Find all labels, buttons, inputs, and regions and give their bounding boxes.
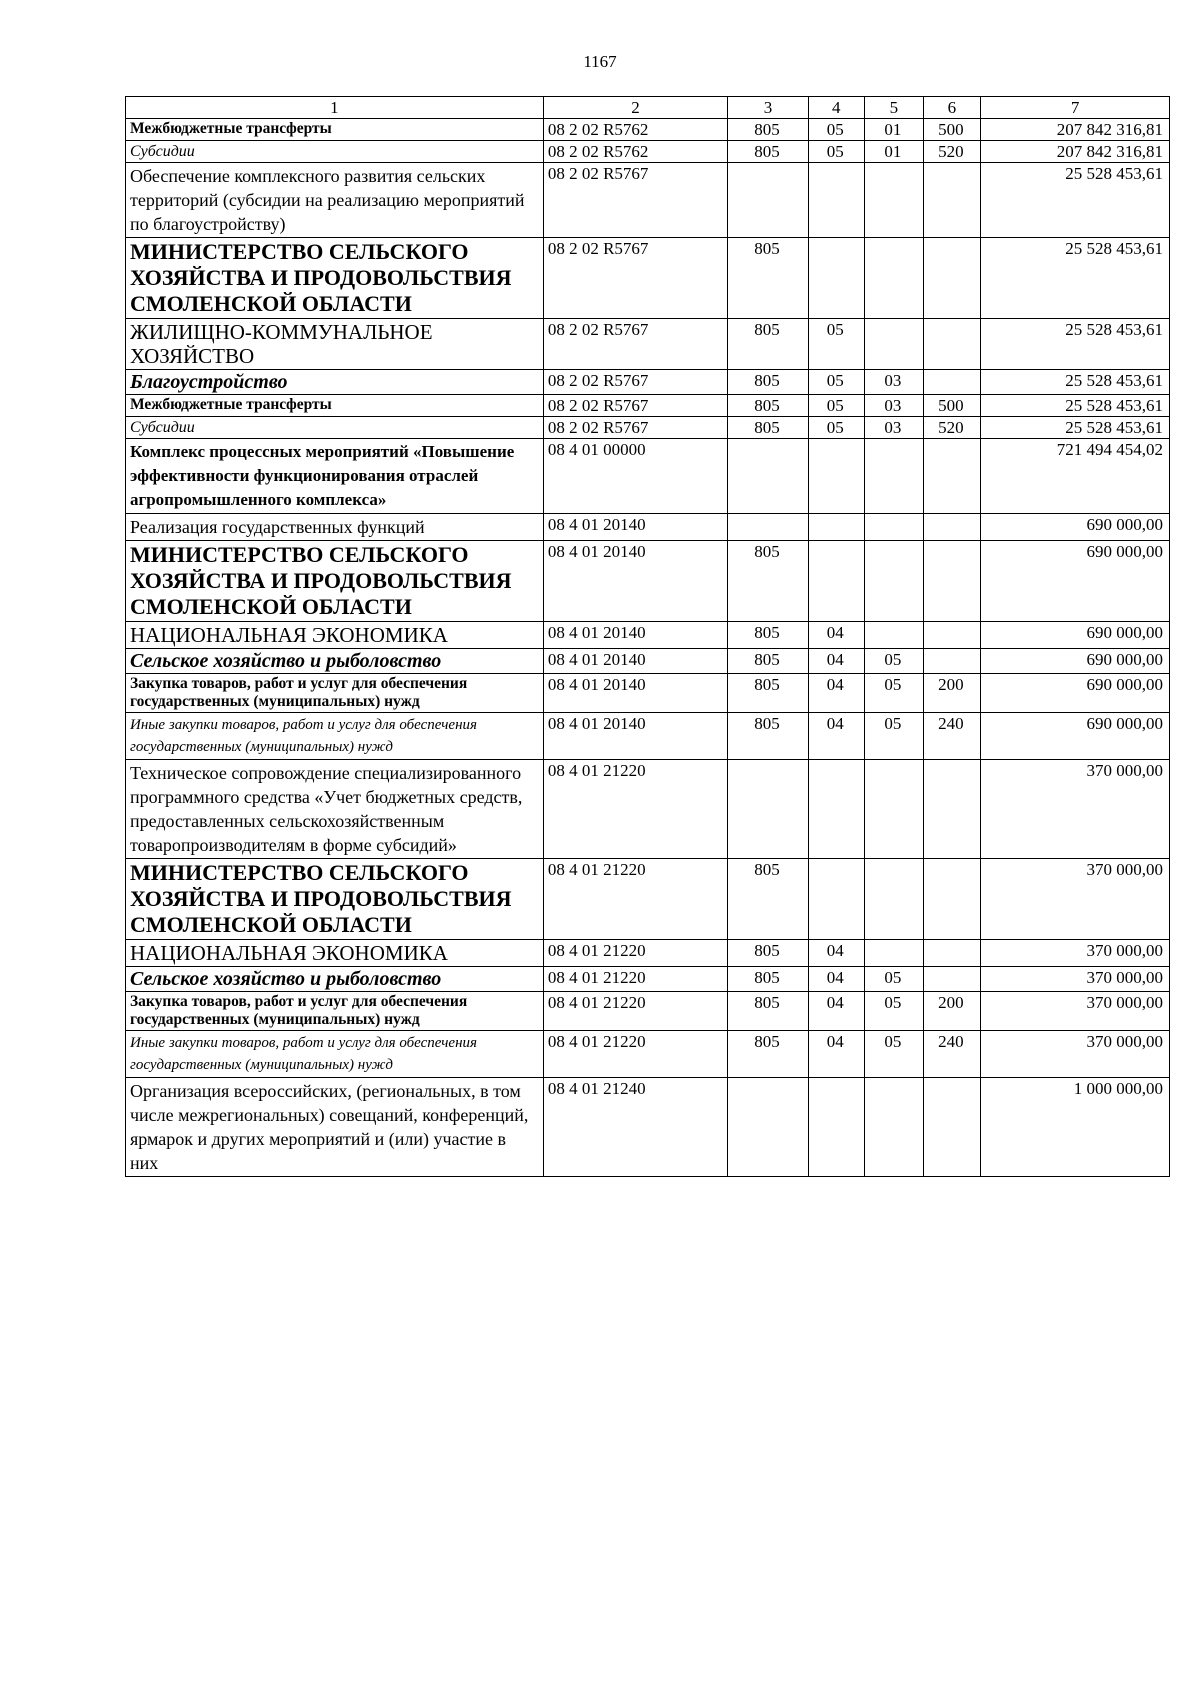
row-subsection-cell: 05 xyxy=(865,649,924,674)
row-code-cell: 08 2 02 R5767 xyxy=(543,238,727,319)
row-amount-cell: 370 000,00 xyxy=(981,859,1170,940)
row-amount-cell: 25 528 453,61 xyxy=(981,417,1170,439)
budget-table xyxy=(125,96,1170,1177)
table-row xyxy=(126,1078,1170,1177)
table-row xyxy=(126,967,1170,992)
row-subsection-cell: 05 xyxy=(865,967,924,992)
header-row xyxy=(126,97,1170,119)
row-amount-cell: 207 842 316,81 xyxy=(981,119,1170,141)
row-subsection-cell xyxy=(865,1078,924,1177)
table-row xyxy=(126,395,1170,417)
table-row xyxy=(126,622,1170,649)
row-code-cell: 08 2 02 R5762 xyxy=(543,119,727,141)
row-subsection-cell: 01 xyxy=(865,141,924,163)
row-subsection-cell: 01 xyxy=(865,119,924,141)
table-row xyxy=(126,370,1170,395)
row-section-cell xyxy=(808,859,864,940)
row-ministry-cell: 805 xyxy=(728,370,808,395)
row-type-cell xyxy=(923,541,981,622)
row-name-cell: ЖИЛИЩНО-КОММУНАЛЬНОЕ ХОЗЯЙСТВО xyxy=(126,319,544,370)
row-ministry-cell: 805 xyxy=(728,992,808,1031)
row-amount-cell: 25 528 453,61 xyxy=(981,163,1170,238)
row-name-cell: Закупка товаров, работ и услуг для обеспечения государственных (муниципальных) нужд xyxy=(126,674,544,713)
row-code-cell: 08 4 01 21220 xyxy=(543,940,727,967)
row-type-cell xyxy=(923,439,981,514)
row-type-cell: 520 xyxy=(923,141,981,163)
row-subsection-cell xyxy=(865,541,924,622)
header-cell: 5 xyxy=(865,97,924,119)
table-body xyxy=(126,119,1170,1177)
row-subsection-cell xyxy=(865,439,924,514)
row-code-cell: 08 4 01 21220 xyxy=(543,859,727,940)
row-name-cell: Благоустройство xyxy=(126,370,544,395)
table-row xyxy=(126,238,1170,319)
row-section-cell: 04 xyxy=(808,713,864,760)
row-section-cell xyxy=(808,760,864,859)
row-amount-cell: 721 494 454,02 xyxy=(981,439,1170,514)
row-section-cell xyxy=(808,514,864,541)
row-type-cell xyxy=(923,238,981,319)
row-section-cell: 05 xyxy=(808,141,864,163)
row-amount-cell: 690 000,00 xyxy=(981,514,1170,541)
row-amount-cell: 25 528 453,61 xyxy=(981,370,1170,395)
row-ministry-cell: 805 xyxy=(728,395,808,417)
row-name-cell: Межбюджетные трансферты xyxy=(126,119,544,141)
row-name-cell: МИНИСТЕРСТВО СЕЛЬСКОГО ХОЗЯЙСТВА И ПРОДОВОЛЬСТВИЯ СМОЛЕНСКОЙ ОБЛАСТИ xyxy=(126,238,544,319)
row-ministry-cell: 805 xyxy=(728,417,808,439)
row-amount-cell: 370 000,00 xyxy=(981,1031,1170,1078)
row-type-cell xyxy=(923,370,981,395)
row-subsection-cell xyxy=(865,163,924,238)
row-name-cell: Сельское хозяйство и рыболовство xyxy=(126,967,544,992)
row-ministry-cell: 805 xyxy=(728,622,808,649)
table-row xyxy=(126,859,1170,940)
row-subsection-cell xyxy=(865,622,924,649)
row-subsection-cell xyxy=(865,940,924,967)
table-row xyxy=(126,163,1170,238)
row-amount-cell: 690 000,00 xyxy=(981,622,1170,649)
header-cell: 3 xyxy=(728,97,808,119)
header-cell: 6 xyxy=(923,97,981,119)
row-code-cell: 08 4 01 20140 xyxy=(543,713,727,760)
row-type-cell xyxy=(923,760,981,859)
row-amount-cell: 690 000,00 xyxy=(981,674,1170,713)
row-code-cell: 08 4 01 20140 xyxy=(543,514,727,541)
row-type-cell: 200 xyxy=(923,992,981,1031)
row-section-cell: 05 xyxy=(808,319,864,370)
row-name-cell: Иные закупки товаров, работ и услуг для обеспечения государственных (муниципальных) нужд xyxy=(126,713,544,760)
row-ministry-cell: 805 xyxy=(728,859,808,940)
row-ministry-cell: 805 xyxy=(728,713,808,760)
row-type-cell xyxy=(923,622,981,649)
table-row xyxy=(126,541,1170,622)
table-row xyxy=(126,674,1170,713)
row-name-cell: Реализация государственных функций xyxy=(126,514,544,541)
row-ministry-cell xyxy=(728,760,808,859)
row-code-cell: 08 4 01 20140 xyxy=(543,622,727,649)
row-name-cell: Межбюджетные трансферты xyxy=(126,395,544,417)
row-amount-cell: 370 000,00 xyxy=(981,967,1170,992)
row-type-cell: 500 xyxy=(923,395,981,417)
row-section-cell: 04 xyxy=(808,940,864,967)
row-name-cell: НАЦИОНАЛЬНАЯ ЭКОНОМИКА xyxy=(126,622,544,649)
row-ministry-cell xyxy=(728,163,808,238)
row-ministry-cell: 805 xyxy=(728,1031,808,1078)
row-code-cell: 08 4 01 21220 xyxy=(543,992,727,1031)
row-code-cell: 08 2 02 R5767 xyxy=(543,319,727,370)
row-code-cell: 08 2 02 R5767 xyxy=(543,395,727,417)
row-subsection-cell xyxy=(865,760,924,859)
header-cell: 2 xyxy=(543,97,727,119)
row-type-cell: 200 xyxy=(923,674,981,713)
row-subsection-cell xyxy=(865,859,924,940)
row-code-cell: 08 2 02 R5762 xyxy=(543,141,727,163)
row-code-cell: 08 4 01 20140 xyxy=(543,674,727,713)
row-type-cell xyxy=(923,319,981,370)
row-ministry-cell xyxy=(728,1078,808,1177)
row-type-cell: 520 xyxy=(923,417,981,439)
header-cell: 7 xyxy=(981,97,1170,119)
row-subsection-cell: 05 xyxy=(865,713,924,760)
row-section-cell: 05 xyxy=(808,395,864,417)
table-row xyxy=(126,713,1170,760)
row-name-cell: Иные закупки товаров, работ и услуг для обеспечения государственных (муниципальных) нужд xyxy=(126,1031,544,1078)
row-subsection-cell: 05 xyxy=(865,674,924,713)
row-amount-cell: 25 528 453,61 xyxy=(981,319,1170,370)
table-row xyxy=(126,992,1170,1031)
row-type-cell xyxy=(923,859,981,940)
table-row xyxy=(126,141,1170,163)
row-name-cell: Комплекс процессных мероприятий «Повышение эффективности функционирования отраслей агропромышленного комплекса» xyxy=(126,439,544,514)
row-ministry-cell: 805 xyxy=(728,967,808,992)
row-section-cell: 05 xyxy=(808,417,864,439)
row-code-cell: 08 2 02 R5767 xyxy=(543,370,727,395)
row-section-cell xyxy=(808,1078,864,1177)
page-number: 1167 xyxy=(583,52,617,71)
table-row xyxy=(126,514,1170,541)
row-type-cell xyxy=(923,1078,981,1177)
row-subsection-cell xyxy=(865,319,924,370)
header-cell: 4 xyxy=(808,97,864,119)
row-name-cell: Обеспечение комплексного развития сельских территорий (субсидии на реализацию мероприятий по благоустройству) xyxy=(126,163,544,238)
row-name-cell: НАЦИОНАЛЬНАЯ ЭКОНОМИКА xyxy=(126,940,544,967)
row-section-cell: 04 xyxy=(808,674,864,713)
row-ministry-cell: 805 xyxy=(728,541,808,622)
row-ministry-cell: 805 xyxy=(728,119,808,141)
row-name-cell: Сельское хозяйство и рыболовство xyxy=(126,649,544,674)
row-name-cell: Субсидии xyxy=(126,141,544,163)
row-type-cell xyxy=(923,967,981,992)
row-section-cell: 05 xyxy=(808,370,864,395)
row-type-cell: 240 xyxy=(923,713,981,760)
row-section-cell xyxy=(808,541,864,622)
row-section-cell: 04 xyxy=(808,992,864,1031)
row-ministry-cell: 805 xyxy=(728,649,808,674)
row-section-cell xyxy=(808,163,864,238)
row-section-cell: 04 xyxy=(808,649,864,674)
row-subsection-cell: 03 xyxy=(865,417,924,439)
row-amount-cell: 370 000,00 xyxy=(981,760,1170,859)
row-code-cell: 08 4 01 20140 xyxy=(543,541,727,622)
row-amount-cell: 690 000,00 xyxy=(981,713,1170,760)
row-code-cell: 08 4 01 00000 xyxy=(543,439,727,514)
row-type-cell: 240 xyxy=(923,1031,981,1078)
row-section-cell xyxy=(808,439,864,514)
row-subsection-cell: 03 xyxy=(865,395,924,417)
row-ministry-cell: 805 xyxy=(728,141,808,163)
table-row xyxy=(126,119,1170,141)
row-code-cell: 08 4 01 21220 xyxy=(543,760,727,859)
row-ministry-cell: 805 xyxy=(728,940,808,967)
row-name-cell: МИНИСТЕРСТВО СЕЛЬСКОГО ХОЗЯЙСТВА И ПРОДОВОЛЬСТВИЯ СМОЛЕНСКОЙ ОБЛАСТИ xyxy=(126,541,544,622)
row-type-cell xyxy=(923,163,981,238)
row-section-cell: 04 xyxy=(808,622,864,649)
table-row xyxy=(126,940,1170,967)
table-row xyxy=(126,760,1170,859)
row-ministry-cell: 805 xyxy=(728,674,808,713)
row-name-cell: Закупка товаров, работ и услуг для обеспечения государственных (муниципальных) нужд xyxy=(126,992,544,1031)
row-subsection-cell: 05 xyxy=(865,992,924,1031)
row-ministry-cell xyxy=(728,514,808,541)
row-amount-cell: 207 842 316,81 xyxy=(981,141,1170,163)
table-row xyxy=(126,417,1170,439)
table-row xyxy=(126,649,1170,674)
row-code-cell: 08 4 01 21240 xyxy=(543,1078,727,1177)
row-amount-cell: 370 000,00 xyxy=(981,992,1170,1031)
row-section-cell xyxy=(808,238,864,319)
row-section-cell: 05 xyxy=(808,119,864,141)
row-amount-cell: 25 528 453,61 xyxy=(981,238,1170,319)
row-amount-cell: 690 000,00 xyxy=(981,649,1170,674)
row-section-cell: 04 xyxy=(808,967,864,992)
row-name-cell: Техническое сопровождение специализированного программного средства «Учет бюджетных средств, предоставленных сельскохозяйственным товаропроизводителям в форме субсидий» xyxy=(126,760,544,859)
row-subsection-cell: 03 xyxy=(865,370,924,395)
row-amount-cell: 1 000 000,00 xyxy=(981,1078,1170,1177)
row-name-cell: Организация всероссийских, (региональных, в том числе межрегиональных) совещаний, конференций, ярмарок и других мероприятий и (или) участие в них xyxy=(126,1078,544,1177)
header-cell: 1 xyxy=(126,97,544,119)
row-ministry-cell xyxy=(728,439,808,514)
row-name-cell: Субсидии xyxy=(126,417,544,439)
row-subsection-cell xyxy=(865,238,924,319)
row-section-cell: 04 xyxy=(808,1031,864,1078)
row-subsection-cell xyxy=(865,514,924,541)
row-type-cell: 500 xyxy=(923,119,981,141)
table-row xyxy=(126,439,1170,514)
row-name-cell: МИНИСТЕРСТВО СЕЛЬСКОГО ХОЗЯЙСТВА И ПРОДОВОЛЬСТВИЯ СМОЛЕНСКОЙ ОБЛАСТИ xyxy=(126,859,544,940)
row-code-cell: 08 4 01 21220 xyxy=(543,967,727,992)
row-amount-cell: 690 000,00 xyxy=(981,541,1170,622)
row-ministry-cell: 805 xyxy=(728,238,808,319)
row-code-cell: 08 2 02 R5767 xyxy=(543,163,727,238)
row-ministry-cell: 805 xyxy=(728,319,808,370)
row-code-cell: 08 4 01 21220 xyxy=(543,1031,727,1078)
row-type-cell xyxy=(923,649,981,674)
row-type-cell xyxy=(923,514,981,541)
row-code-cell: 08 4 01 20140 xyxy=(543,649,727,674)
row-type-cell xyxy=(923,940,981,967)
row-code-cell: 08 2 02 R5767 xyxy=(543,417,727,439)
table-row xyxy=(126,319,1170,370)
row-subsection-cell: 05 xyxy=(865,1031,924,1078)
row-amount-cell: 25 528 453,61 xyxy=(981,395,1170,417)
row-amount-cell: 370 000,00 xyxy=(981,940,1170,967)
table-row xyxy=(126,1031,1170,1078)
